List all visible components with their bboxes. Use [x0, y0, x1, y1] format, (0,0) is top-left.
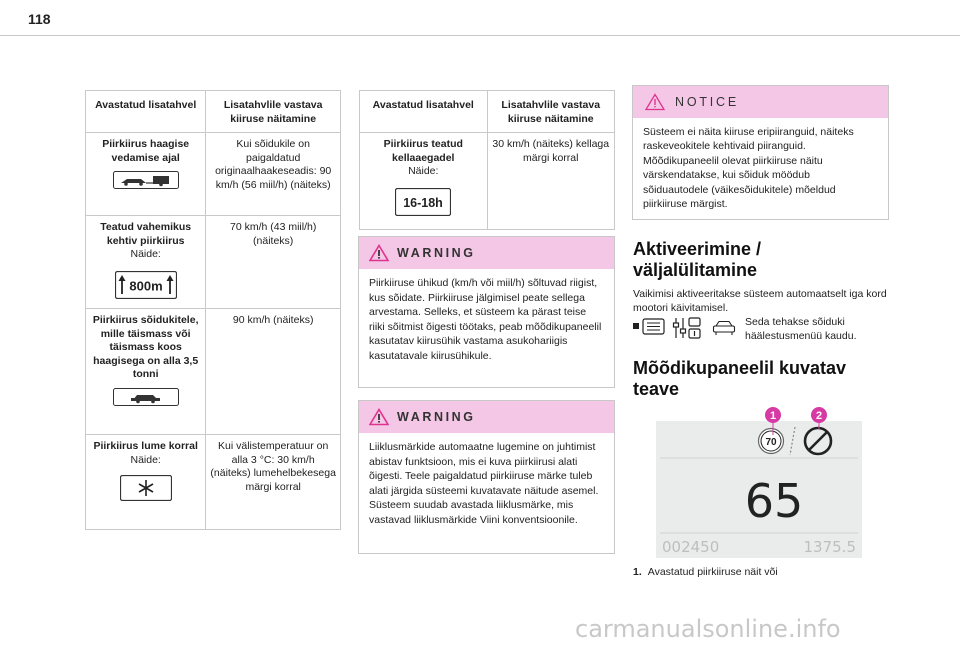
top-rule — [0, 35, 960, 36]
table-header-row — [86, 91, 341, 133]
instrument-panel-display — [656, 421, 862, 558]
warning-box-automatic-reading — [358, 400, 615, 554]
callout-2-number: 2 — [815, 410, 823, 422]
heading-activation: Aktiveerimine / väljalülitamine — [633, 239, 762, 280]
row-label-cell — [86, 435, 206, 530]
footnote-1 — [633, 566, 788, 580]
odometer: 002450 — [662, 538, 720, 556]
current-speed: 65 — [744, 474, 804, 528]
activation-settings-text: Seda tehakse sõiduki häälestusmenüü kaudu. — [745, 316, 857, 342]
row-label-cell — [86, 309, 206, 435]
row-label-cell — [86, 216, 206, 309]
menu-icon — [633, 318, 665, 336]
car-icon — [113, 388, 179, 406]
row-label-cell — [86, 133, 206, 216]
header-speed-display: Lisatahvlile vastava kiiruse näitamine — [206, 91, 341, 133]
warning-text: Piirkiiruse ühikud (km/h või miil/h) sõltuvad riigist, kus sõidate. Piirkiiruse jälgimisel peate sellega arvestama. Selleks, et süsteem ka pärast teise riiki sõitmist õigesti töötaks, peab mõõdikupaneelil kasutatav kiirusühik vastama asukohariigis kasutatavale kiirusühikule. — [369, 277, 602, 362]
sign-text-800m: 800m — [129, 278, 163, 293]
warning-title: WARNING — [397, 246, 476, 260]
row-label: Piirkiirus sõidukitele, mille täismass või täismass koos haagisega on alla 3,5 tonni — [92, 314, 199, 380]
activation-intro: Vaikimisi aktiveeritakse süsteem automaatselt iga kord mootori käivitamisel. — [633, 288, 887, 314]
row-label: Teatud vahemikus kehtiv piirkiirus — [100, 221, 192, 247]
table-row — [86, 216, 341, 309]
car-settings-icon — [712, 320, 736, 336]
warning-triangle-icon — [369, 408, 389, 426]
table-row — [86, 133, 341, 216]
row-value: 70 km/h (43 miil/h) (näiteks) — [206, 216, 341, 309]
trip-meter: 1375.5 — [803, 538, 856, 556]
car-trailer-icon — [113, 171, 179, 189]
watermark: carmanualsonline.info — [575, 615, 841, 643]
notice-text: Süsteem ei näita kiiruse eripiiranguid, näiteks raskeveokitele kehtivaid piiranguid. Mõõdikupaneelil olevat piirkiiruse näitu värskendatakse, kui sõiduk möödub sõiduautodele (väikesõidukitele) mõeldud piirkiiruse märgist. — [643, 126, 854, 211]
table-header-row — [360, 91, 615, 133]
callout-1-number: 1 — [769, 410, 777, 422]
heading-instrument-panel: Mõõdikupaneelil kuvatav teave — [633, 358, 847, 399]
sign-text-time: 16-18h — [403, 195, 444, 210]
row-label: Piirkiirus teatud kellaaegadel — [383, 138, 463, 164]
warning-header — [359, 237, 614, 269]
table-row — [86, 435, 341, 530]
header-detected-sign: Avastatud lisatahvel — [86, 91, 206, 133]
distance-800m-icon — [115, 271, 177, 299]
warning-triangle-icon — [369, 244, 389, 262]
snowflake-icon — [120, 475, 172, 501]
warning-header — [359, 401, 614, 433]
header-detected-sign: Avastatud lisatahvel — [360, 91, 488, 133]
middle-table — [359, 90, 615, 230]
footnote-text: Avastatud piirkiiruse näit või — [647, 566, 778, 578]
callout-1-line — [771, 421, 775, 435]
time-range-sign-icon — [395, 188, 451, 216]
notice-box — [632, 85, 889, 220]
left-table — [85, 90, 341, 530]
row-value: 90 km/h (näiteks) — [206, 309, 341, 435]
row-value: Kui välistemperatuur on alla 3 °C: 30 km/h (näiteks) lumehelbekesega märgi korral — [206, 435, 341, 530]
warning-box-units — [358, 236, 615, 388]
notice-title: NOTICE — [675, 95, 740, 109]
notice-header — [633, 86, 888, 118]
row-value: Kui sõidukile on paigaldatud originaalhaakeseadis: 90 km/h (56 miil/h) (näiteks) — [206, 133, 341, 216]
row-example-label: Näide: — [130, 248, 161, 260]
instrument-panel-graphic — [656, 421, 862, 558]
row-label: Piirkiirus lume korral — [93, 440, 198, 452]
warning-text: Liiklusmärkide automaatne lugemine on juhtimist abistav funktsioon, mis ei kuva piirkiirusi alati õigesti. Teele paigaldatud piirkiiruse märke tuleb alati järgida süsteemi kuvatavate näitude asemel. Süsteem suudab avastada liiklusmärke, mis vastavad liiklusmärkide Viini konventsioonile. — [369, 441, 599, 526]
notice-triangle-icon — [645, 93, 665, 111]
row-label-cell — [360, 133, 488, 230]
row-value: 30 km/h (näiteks) kellaga märgi korral — [487, 133, 614, 230]
page-number: 118 — [28, 11, 51, 27]
header-speed-display: Lisatahvlile vastava kiiruse näitamine — [487, 91, 614, 133]
row-example-label: Näide: — [408, 165, 439, 177]
row-example-label: Näide: — [130, 453, 161, 466]
footnote-number: 1. — [633, 566, 642, 578]
callout-2-line — [817, 421, 821, 429]
warning-title: WARNING — [397, 410, 476, 424]
row-label: Piirkiirus haagise vedamise ajal — [102, 138, 190, 164]
table-row — [86, 309, 341, 435]
speed-limit-value: 70 — [765, 437, 777, 448]
table-row — [360, 133, 615, 230]
settings-sliders-icon — [672, 316, 702, 340]
